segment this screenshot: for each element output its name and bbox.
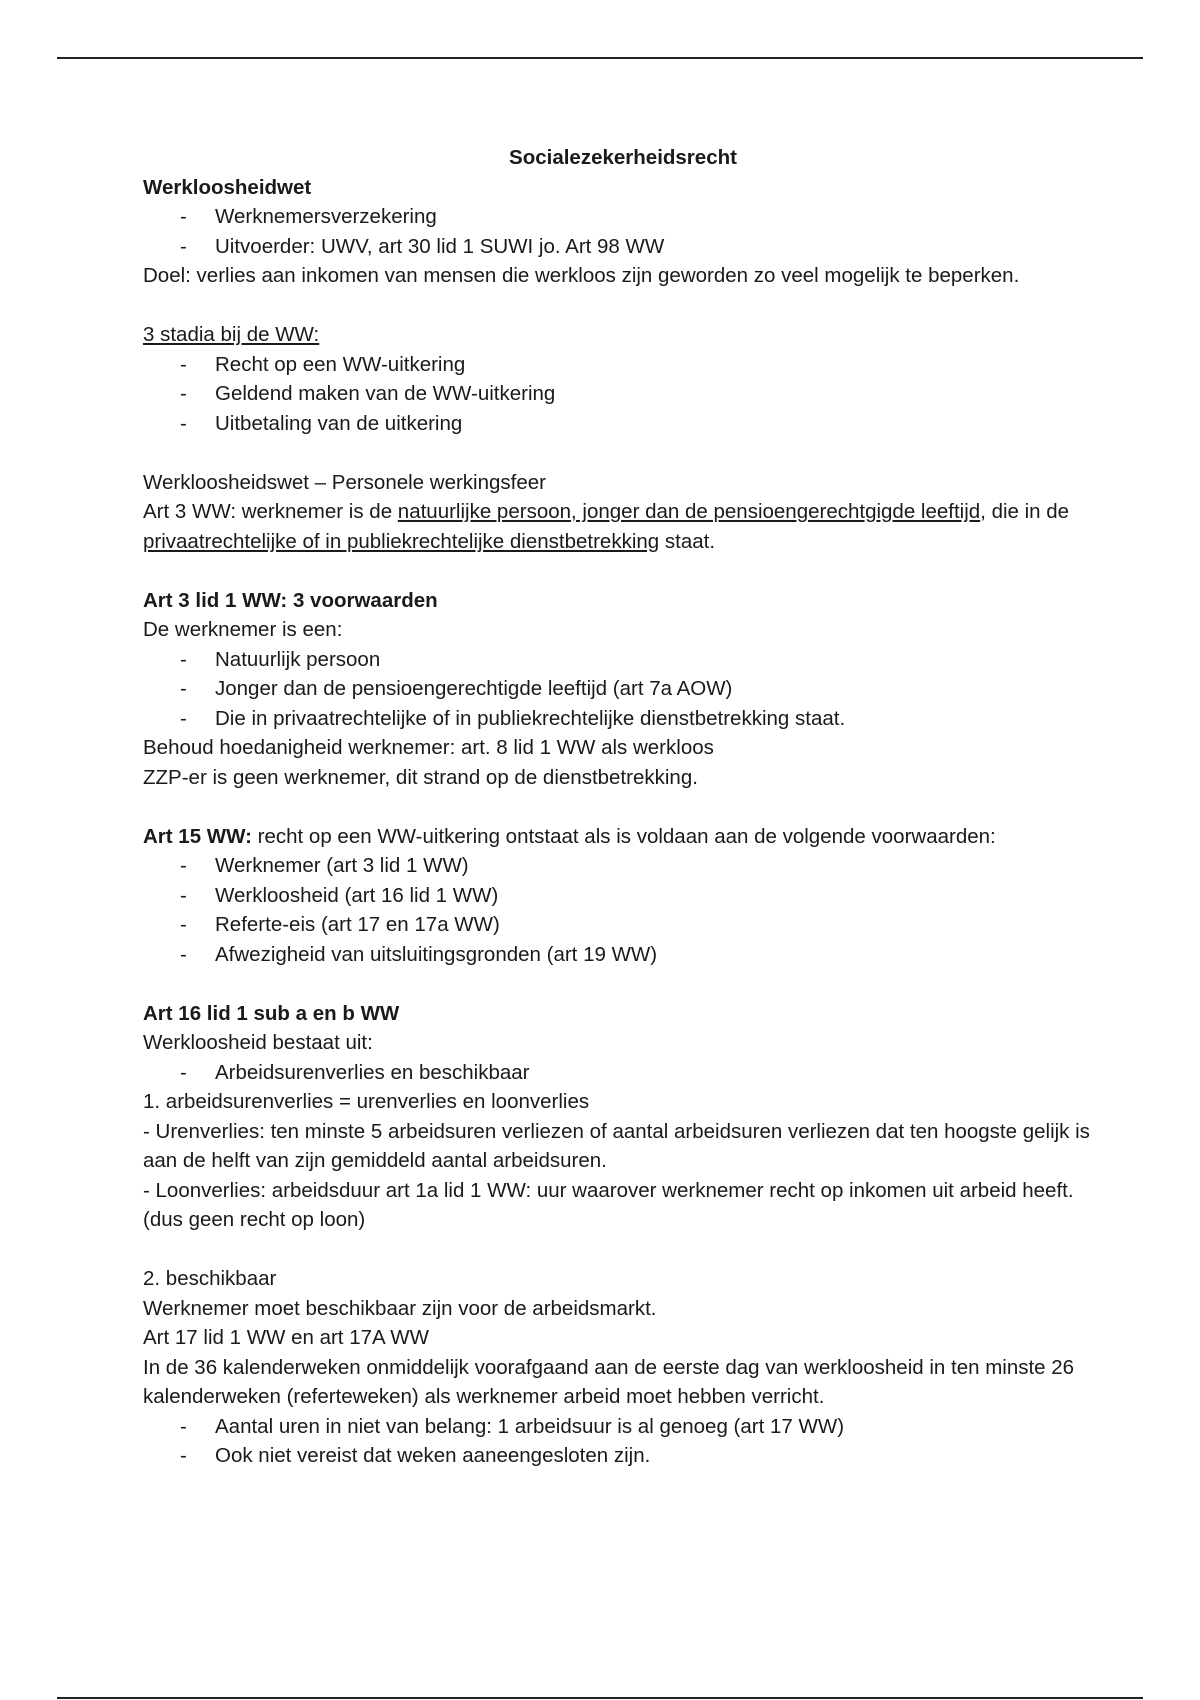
arbeidsmarkt-line: Werknemer moet beschikbaar zijn voor de arbeidsmarkt. bbox=[143, 1296, 657, 1320]
referteweken-paragraph: In de 36 kalenderweken onmiddelijk voorafgaand aan de eerste dag van werkloosheid in ten minste 26 kalenderweken (referteweken) als werknemer arbeid moet hebben verricht. bbox=[143, 1355, 1075, 1408]
spacer bbox=[143, 969, 1103, 999]
list-item-text: Afwezigheid van uitsluitingsgronden (art 19 WW) bbox=[215, 942, 658, 966]
text-run: , die in de bbox=[980, 500, 1070, 523]
list-item bbox=[143, 202, 1103, 232]
dash-bullet: - bbox=[180, 1414, 187, 1438]
dash-bullet: - bbox=[180, 1444, 187, 1467]
document-title: Socialezekerheidsrecht bbox=[509, 146, 737, 169]
list-item-text: Ook niet vereist dat weken aaneengesloten zijn. bbox=[215, 1444, 651, 1467]
spacer bbox=[143, 792, 1103, 822]
list-item-text: Uitvoerder: UWV, art 30 lid 1 SUWI jo. Art 98 WW bbox=[215, 234, 665, 258]
dash-bullet: - bbox=[180, 706, 187, 730]
personele-werkingsfeer-line: Werkloosheidswet – Personele werkingsfeer bbox=[143, 470, 546, 494]
section-heading-art3-lid1: Art 3 lid 1 WW: 3 voorwaarden bbox=[143, 588, 438, 612]
list-item bbox=[143, 232, 1103, 262]
dash-bullet: - bbox=[180, 913, 187, 936]
list-item bbox=[143, 704, 1103, 734]
list-item-text: Aantal uren in niet van belang: 1 arbeidsuur is al genoeg (art 17 WW) bbox=[215, 1414, 845, 1438]
list-item-text: Werknemersverzekering bbox=[215, 205, 437, 228]
section-heading-werkloosheidwet: Werkloosheidwet bbox=[143, 175, 312, 199]
text-run: Art 3 WW: werknemer is de bbox=[143, 500, 398, 523]
bullet-list bbox=[143, 1058, 1103, 1088]
underlined-text: natuurlijke persoon, jonger dan de pensioengerechtgigde leeftijd bbox=[397, 500, 981, 523]
list-item bbox=[143, 409, 1103, 439]
section-heading-art16: Art 16 lid 1 sub a en b WW bbox=[143, 1001, 400, 1025]
list-item bbox=[143, 1441, 1103, 1471]
document-body bbox=[143, 143, 1103, 1471]
arbeidsurenverlies-line: 1. arbeidsurenverlies = urenverlies en loonverlies bbox=[143, 1090, 590, 1113]
list-item-text: Referte-eis (art 17 en 17a WW) bbox=[215, 913, 500, 936]
list-item-text: Jonger dan de pensioengerechtigde leeftijd (art 7a AOW) bbox=[215, 677, 733, 700]
intro-line: De werknemer is een: bbox=[143, 618, 343, 641]
spacer bbox=[143, 556, 1103, 586]
bold-text: Art 15 WW: bbox=[143, 824, 252, 848]
list-item bbox=[143, 940, 1103, 970]
dash-bullet: - bbox=[180, 942, 187, 966]
footer-rule bbox=[57, 1697, 1143, 1699]
intro-line: Werkloosheid bestaat uit: bbox=[143, 1031, 373, 1054]
dash-bullet: - bbox=[180, 647, 187, 671]
underlined-text: privaatrechtelijke of in publiekrechtelijke dienstbetrekking bbox=[143, 529, 660, 553]
dash-bullet: - bbox=[180, 382, 187, 405]
spacer bbox=[143, 291, 1103, 321]
list-item bbox=[143, 379, 1103, 409]
list-item-text: Geldend maken van de WW-uitkering bbox=[215, 382, 556, 405]
header-rule bbox=[57, 57, 1143, 59]
bullet-list bbox=[143, 1412, 1103, 1471]
dash-bullet: - bbox=[180, 205, 187, 228]
bullet-list bbox=[143, 202, 1103, 261]
list-item bbox=[143, 851, 1103, 881]
art15-paragraph bbox=[143, 822, 1103, 852]
dash-bullet: - bbox=[180, 883, 187, 907]
zzp-line: ZZP-er is geen werknemer, dit strand op de dienstbetrekking. bbox=[143, 765, 698, 789]
list-item-text: Natuurlijk persoon bbox=[215, 647, 381, 671]
spacer bbox=[143, 1235, 1103, 1265]
list-item bbox=[143, 674, 1103, 704]
list-item bbox=[143, 1412, 1103, 1442]
section-heading-stadia: 3 stadia bij de WW: bbox=[143, 323, 320, 346]
behoud-line: Behoud hoedanigheid werknemer: art. 8 lid 1 WW als werkloos bbox=[143, 736, 714, 759]
art3-definition-paragraph bbox=[143, 497, 1103, 556]
list-item-text: Recht op een WW-uitkering bbox=[215, 352, 466, 376]
list-item bbox=[143, 910, 1103, 940]
loonverlies-paragraph: - Loonverlies: arbeidsduur art 1a lid 1 WW: uur waarover werknemer recht op inkomen uit arbeid heeft. (dus geen recht op loon) bbox=[143, 1178, 1074, 1231]
spacer bbox=[143, 438, 1103, 468]
list-item bbox=[143, 350, 1103, 380]
list-item-text: Werknemer (art 3 lid 1 WW) bbox=[215, 854, 469, 877]
beschikbaar-line: 2. beschikbaar bbox=[143, 1267, 277, 1290]
text-run: recht op een WW-uitkering ontstaat als is voldaan aan de volgende voorwaarden: bbox=[251, 824, 996, 848]
list-item bbox=[143, 881, 1103, 911]
bullet-list bbox=[143, 350, 1103, 439]
doel-paragraph: Doel: verlies aan inkomen van mensen die werkloos zijn geworden zo veel mogelijk te beperken. bbox=[143, 264, 1020, 287]
list-item-text: Werkloosheid (art 16 lid 1 WW) bbox=[215, 883, 499, 907]
list-item-text: Die in privaatrechtelijke of in publiekrechtelijke dienstbetrekking staat. bbox=[215, 706, 846, 730]
list-item-text: Uitbetaling van de uitkering bbox=[215, 411, 463, 435]
dash-bullet: - bbox=[180, 677, 187, 700]
list-item bbox=[143, 645, 1103, 675]
dash-bullet: - bbox=[180, 1060, 187, 1084]
dash-bullet: - bbox=[180, 854, 187, 877]
list-item-text: Arbeidsurenverlies en beschikbaar bbox=[215, 1060, 530, 1084]
bullet-list bbox=[143, 645, 1103, 734]
dash-bullet: - bbox=[180, 234, 187, 258]
dash-bullet: - bbox=[180, 411, 187, 435]
bullet-list bbox=[143, 851, 1103, 969]
dash-bullet: - bbox=[180, 352, 187, 376]
text-run: staat. bbox=[659, 529, 716, 553]
list-item bbox=[143, 1058, 1103, 1088]
urenverlies-paragraph: - Urenverlies: ten minste 5 arbeidsuren verliezen of aantal arbeidsuren verliezen dat ten hoogste gelijk is aan de helft van zijn gemiddeld aantal arbeidsuren. bbox=[143, 1119, 1090, 1172]
art17-line: Art 17 lid 1 WW en art 17A WW bbox=[143, 1326, 429, 1349]
